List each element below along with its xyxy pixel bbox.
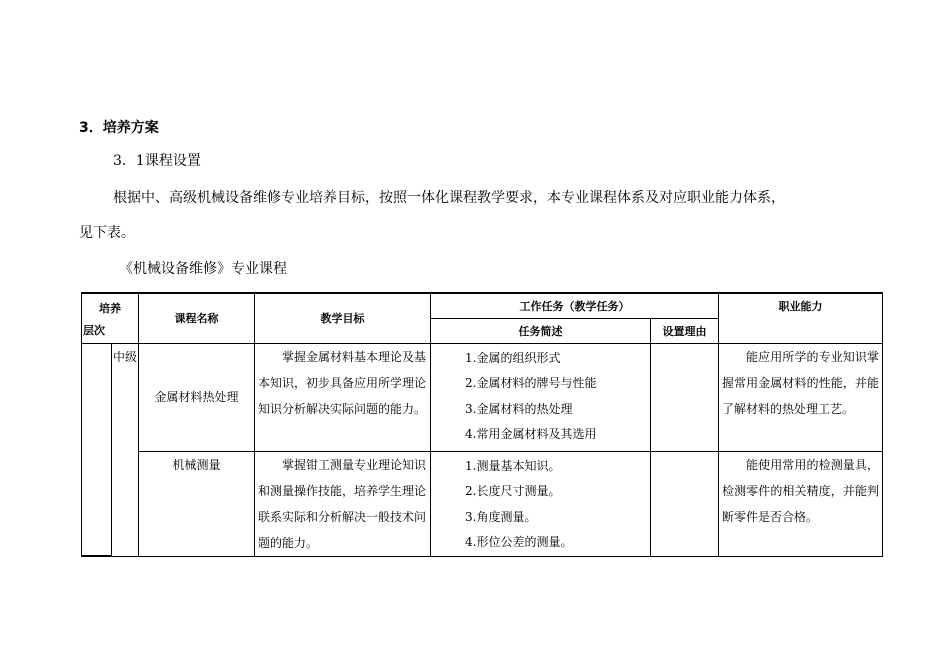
table-caption: 《机械设备维修》专业课程 [119,261,287,277]
task-list-cell [431,451,651,556]
header-level [82,293,139,343]
level-label: 中级 [112,343,139,556]
header-teaching-goal: 教学目标 [255,293,431,343]
list-item: 3.金属材料的热处理 [465,401,573,416]
set-reason-cell [651,451,719,556]
set-reason-cell [651,343,719,451]
teaching-goal-cell: 掌握金属材料基本理论及基本知识，初步具备应用所学理论知识分析解决实际问题的能力。 [255,343,431,451]
table-row [82,343,883,451]
course-table [81,292,883,557]
ability-cell: 能应用所学的专业知识掌握常用金属材料的性能，并能了解材料的热处理工艺。 [719,343,883,451]
subsection-title: 3．1课程设置 [113,153,201,169]
list-item: 4.形位公差的测量。 [465,535,573,549]
task-list-cell [431,343,651,451]
header-row-1 [82,293,883,318]
list-item: 2.金属材料的牌号与性能 [465,376,597,390]
header-course-name: 课程名称 [139,293,255,343]
list-item: 3.角度测量。 [465,509,537,524]
paragraph-line-1: 根据中、高级机械设备维修专业培养目标，按照一体化课程教学要求，本专业课程体系及对应职业能力体系， [113,190,785,206]
paragraph-line-2: 见下表。 [79,225,135,241]
ability-cell: 能使用常用的检测量具，检测零件的相关精度，并能判断零件是否合格。 [719,451,883,556]
header-task-desc: 任务简述 [431,318,651,343]
header-set-reason: 设置理由 [651,318,719,343]
level-blank-cell [82,343,112,556]
teaching-goal-cell: 掌握钳工测量专业理论知识和测量操作技能，培养学生理论联系实际和分析解决一般技术问题的能力。 [255,451,431,556]
table-row [82,451,883,556]
course-name-cell: 机械测量 [139,451,255,556]
course-name-cell: 金属材料热处理 [139,343,255,451]
list-item: 2.长度尺寸测量。 [465,484,561,498]
header-work-task: 工作任务（教学任务） [431,293,719,318]
list-item: 1.测量基本知识。 [465,458,561,473]
header-level-line2: 层次 [83,324,105,337]
section-title: 3．培养方案 [79,120,159,136]
header-level-line1: 培养 [99,302,121,315]
header-ability: 职业能力 [719,293,883,343]
list-item: 4.常用金属材料及其选用 [465,427,597,441]
list-item: 1.金属的组织形式 [465,350,561,365]
